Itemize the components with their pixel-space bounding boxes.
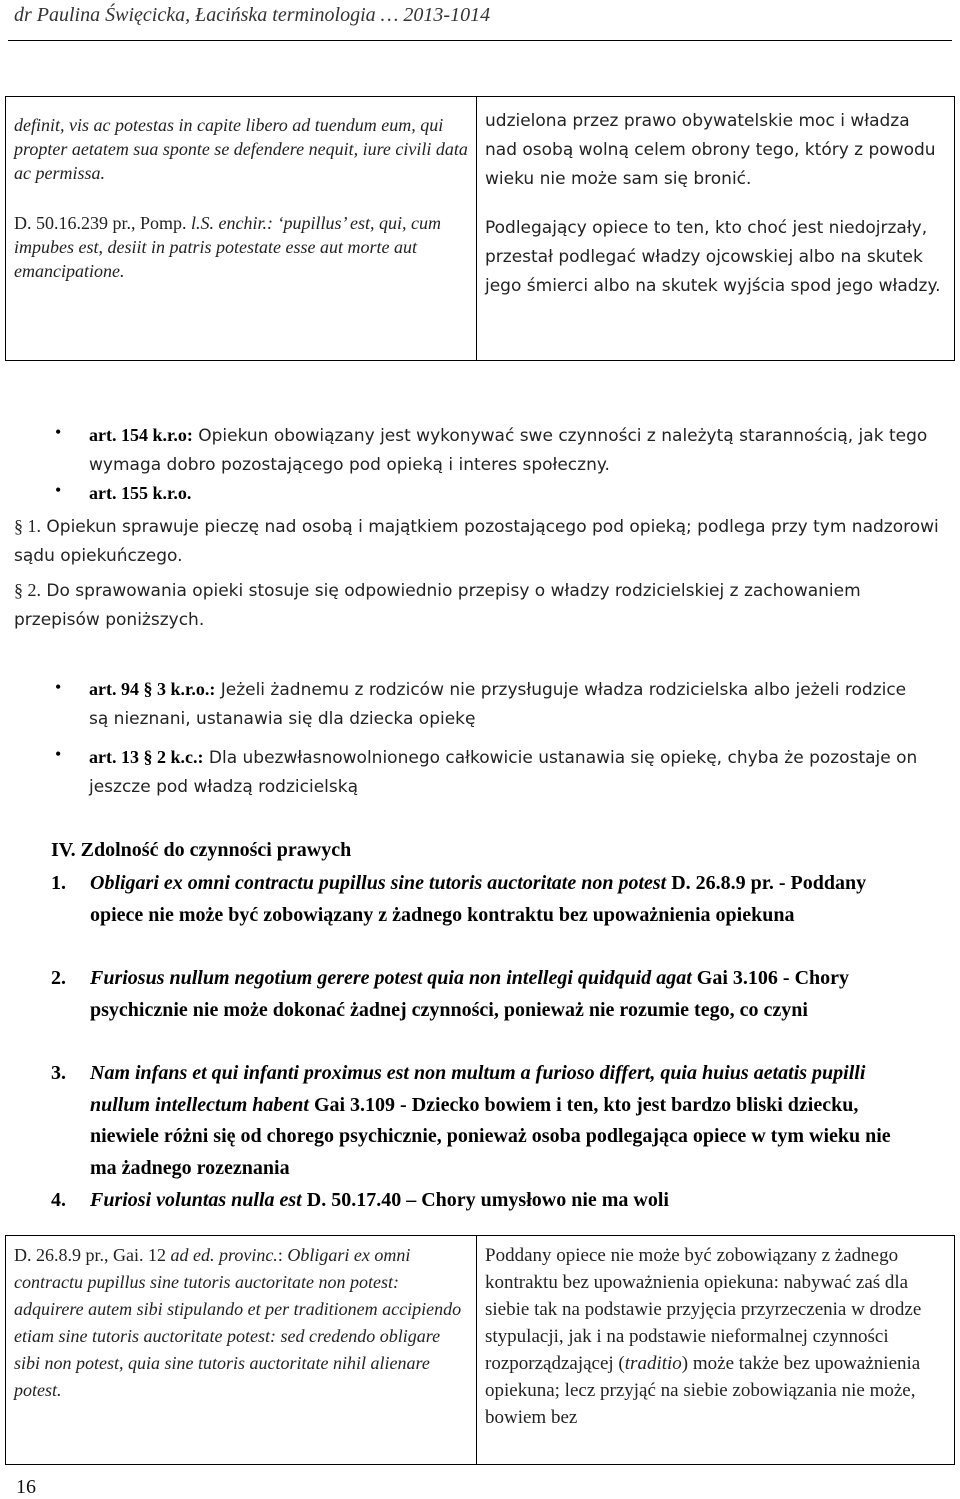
bullet-icon: • [55, 480, 62, 500]
list-item-number: 1. [51, 872, 66, 894]
bullet-icon: • [55, 677, 62, 697]
list-item-number: 3. [51, 1062, 66, 1084]
list-item [51, 868, 913, 931]
article-13 [89, 743, 929, 802]
article-155 [89, 479, 939, 509]
source-latin-text: Obligari ex omni contractu pupillus sine tutoris auctoritate non potest: adquirere autem sibi stipulando et per traditionem accipiendo etiam sine tutoris auctoritate potest: sed credendo obligare sibi non potest, quia sine tutoris auctoritate nihil alienare potest. [14, 1245, 462, 1400]
source-colon: : [277, 1245, 288, 1265]
par-2-text: Do sprawowania opieki stosuje się odpowiednio przepisy o władzy rodzicielskiej z zachowaniem przepisów poniższych. [14, 581, 861, 630]
list-item-number: 2. [51, 967, 66, 989]
list-item-number: 4. [51, 1189, 66, 1211]
top-latin-cell [6, 97, 477, 361]
article-155-par-1 [14, 512, 944, 571]
bottom-latin-cell [6, 1236, 477, 1465]
par-2-num: § 2. [14, 580, 41, 600]
list-item-latin: Furiosus nullum negotium gerere potest quia non intellegi quidquid agat [90, 967, 692, 989]
polish-source-translation [485, 1242, 946, 1431]
article-154 [89, 421, 939, 480]
digest-ref: D. 50.16.239 pr., Pomp. [14, 213, 192, 233]
list-item-text: D. 50.17.40 – Chory umysłowo nie ma woli [301, 1189, 669, 1211]
bottom-translation-table [5, 1235, 955, 1465]
list-item-latin: Obligari ex omni contractu pupillus sine tutoris auctoritate non potest [90, 872, 667, 894]
translation-italic-term: traditio [624, 1353, 682, 1374]
article-155-label: art. 155 k.r.o. [89, 483, 192, 503]
translation-part-2: ) może także bez upoważnienia opiekuna; lecz przyjąć na siebie zobowiązania nie może, bowiem bez [485, 1353, 921, 1428]
list-item [51, 1058, 913, 1184]
article-13-label: art. 13 § 2 k.c.: [89, 747, 204, 767]
digest-work: l.S. enchir. [191, 213, 268, 233]
header-rule [8, 40, 952, 41]
list-item-latin: Nam infans et qui infanti proximus est non multum a furioso differt, quia huius aetatis pupilli nullum intellectum habent [90, 1062, 866, 1116]
list-item-text: Gai 3.106 - Chory psychicznie nie może dokonać żadnej czynności, ponieważ nie rozumie tego, co czyni [90, 967, 850, 1021]
top-translation-table [5, 96, 955, 361]
latin-definition: definit, vis ac potestas in capite libero ad tuendum eum, qui propter aetatem sua sponte se defendere nequit, iure civili data ac permissa. [14, 115, 468, 183]
polish-definition: udzielona przez prawo obywatelskie moc i władza nad osobą wolną celem obrony tego, który z powodu wieku nie może sam się bronić. [485, 111, 936, 189]
translation-part-1: Poddany opiece nie może być zobowiązany z żadnego kontraktu bez upoważnienia opiekuna: nabywać zaś dla siebie tak na podstawie przyjęcia przyrzeczenia w drodze stypulacji, jak i na podstawie nieformalnej czynności rozporządzającej ( [485, 1245, 922, 1374]
article-13-text: Dla ubezwłasnowolnionego całkowicie ustanawia się opiekę, chyba że pozostaje on jeszcze pod władzą rodzicielską [89, 748, 918, 797]
latin-digest-quote [14, 211, 468, 283]
list-item-text: Gai 3.109 - Dziecko bowiem i ten, kto jest bardzo bliski dziecku, niewiele różni się od chorego psychicznie, ponieważ osoba podlegająca opiece w tym wieku nie ma żadnego rozeznania [90, 1093, 891, 1179]
section-heading: IV. Zdolność do czynności prawych [51, 839, 352, 861]
page-number: 16 [16, 1476, 36, 1498]
list-item [51, 1185, 913, 1217]
running-header: dr Paulina Święcicka, Łacińska terminologia … 2013-1014 [14, 4, 491, 26]
bullet-icon: • [55, 744, 62, 764]
source-ref: D. 26.8.9 pr., Gai. 12 [14, 1245, 171, 1265]
article-94 [89, 675, 929, 734]
article-155-par-2 [14, 576, 914, 635]
digest-text: : ‘pupillus’ est, qui, cum impubes est, desiit in patris potestate esse aut morte aut emancipatione. [14, 213, 441, 281]
polish-digest-translation: Podlegający opiece to ten, kto choć jest niedojrzały, przestał podlegać władzy ojcowskiej albo na skutek jego śmierci albo na skutek wyjścia spod jego władzy. [485, 218, 941, 296]
bottom-polish-cell [477, 1236, 955, 1465]
list-item-text: D. 26.8.9 pr. - Poddany opiece nie może być zobowiązany z żadnego kontraktu bez upoważnienia opiekuna [90, 872, 867, 926]
top-polish-cell [477, 97, 955, 361]
par-1-text: Opiekun sprawuje pieczę nad osobą i majątkiem pozostającego pod opieką; podlega przy tym nadzorowi sądu opiekuńczego. [14, 517, 939, 566]
article-94-text: Jeżeli żadnemu z rodziców nie przysługuje władza rodzicielska albo jeżeli rodzice są nieznani, ustanawia się dla dziecka opiekę [89, 680, 907, 729]
list-item-latin: Furiosi voluntas nulla est [90, 1189, 302, 1211]
article-94-label: art. 94 § 3 k.r.o.: [89, 679, 216, 699]
article-154-label: art. 154 k.r.o: [89, 425, 193, 445]
latin-source-quote [14, 1242, 468, 1404]
article-154-text: Opiekun obowiązany jest wykonywać swe czynności z należytą starannością, jak tego wymaga dobro pozostającego pod opieką i interes społeczny. [89, 426, 928, 475]
source-work: ad ed. provinc. [170, 1245, 278, 1265]
list-item [51, 963, 913, 1026]
par-1-num: § 1. [14, 516, 41, 536]
bullet-icon: • [55, 422, 62, 442]
